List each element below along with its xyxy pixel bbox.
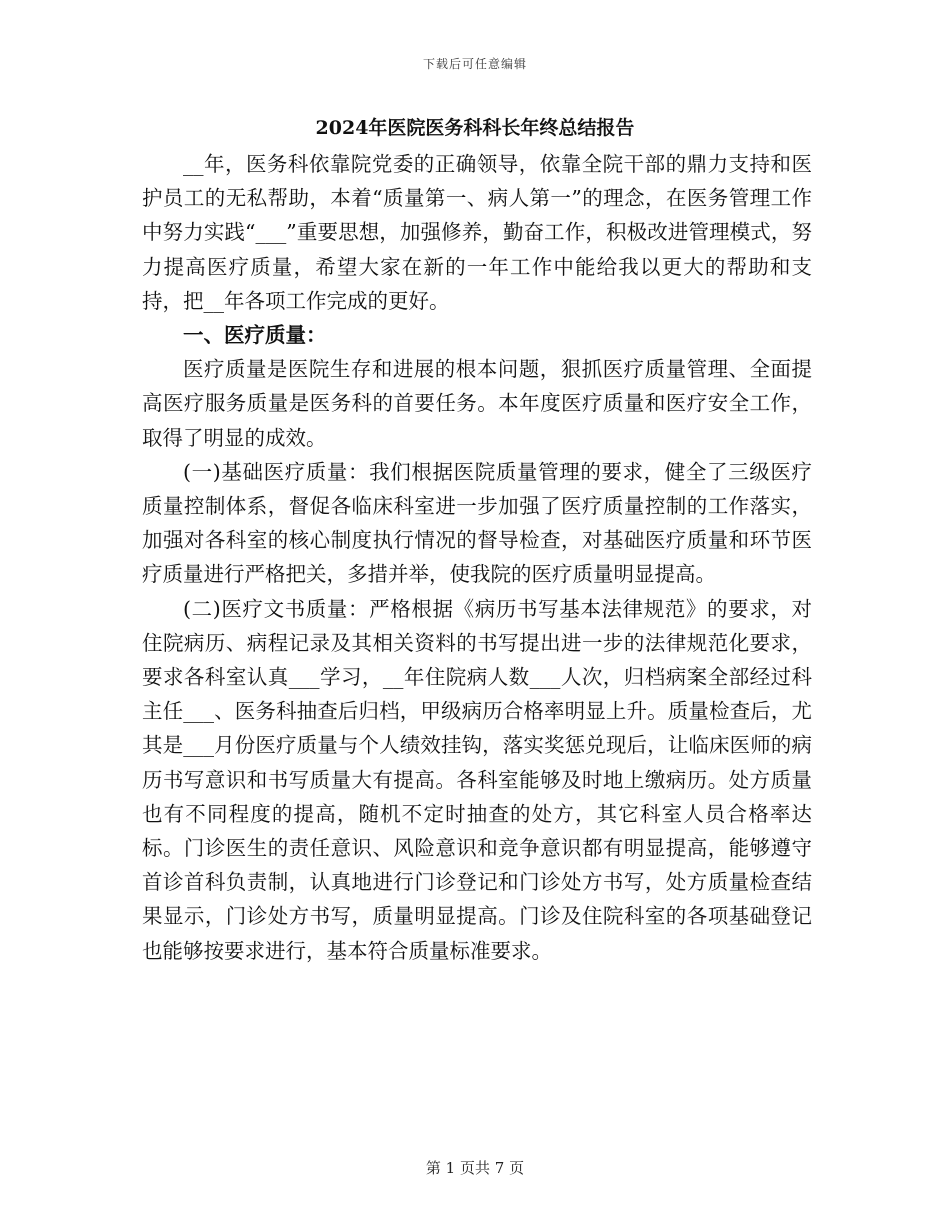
intro-paragraph: __年，医务科依靠院党委的正确领导，依靠全院干部的鼎力支持和医护员工的无私帮助，本着“质量第一、病人第一”的理念，在医务管理工作中努力实践“___”重要思想，加强修养，勤奋工作，积极改进管理模式，努力提高医疗质量，希望大家在新的一年工作中能给我以更大的帮助和支持，把__年各项工作完成的更好。 — [142, 152, 812, 313]
basic-quality-paragraph: (一)基础医疗质量：我们根据医院质量管理的要求，健全了三级医疗质量控制体系，督促各临床科室进一步加强了医疗质量控制的工作落实，加强对各科室的核心制度执行情况的督导检查，对基础医疗质量和环节医疗质量进行严格把关，多措并举，使我院的医疗质量明显提高。 — [142, 459, 812, 587]
document-title: 2024年医院医务科科长年终总结报告 — [315, 117, 635, 139]
section-heading-medical-quality: 一、医疗质量： — [183, 323, 327, 348]
documentation-quality-paragraph: (二)医疗文书质量：严格根据《病历书写基本法律规范》的要求，对住院病历、病程记录及其相关资料的书写提出进一步的法律规范化要求，要求各科室认真___学习，__年住院病人数___人次，归档病案全部经过科主任___、医务科抽查后归档，甲级病历合格率明显上升。质量检查后，尤其是___月份医疗质量与个人绩效挂钩，落实奖惩兑现后，让临床医师的病历书写意识和书写质量大有提高。各科室能够及时地上缴病历。处方质量也有不同程度的提高，随机不定时抽查的处方，其它科室人员合格率达标。门诊医生的责任意识、风险意识和竞争意识都有明显提高，能够遵守首诊首科负责制，认真地进行门诊登记和门诊处方书写，处方质量检查结果显示，门诊处方书写，质量明显提高。门诊及住院科室的各项基础登记也能够按要求进行，基本符合质量标准要求。 — [142, 596, 812, 963]
header-note: 下载后可任意编辑 — [422, 57, 527, 71]
document-body — [142, 147, 812, 968]
medical-quality-paragraph: 医疗质量是医院生存和进展的根本问题，狠抓医疗质量管理、全面提高医疗服务质量是医务科的首要任务。本年度医疗质量和医疗安全工作，取得了明显的成效。 — [142, 357, 812, 450]
page-footer: 第 1 页共 7 页 — [425, 1159, 525, 1177]
